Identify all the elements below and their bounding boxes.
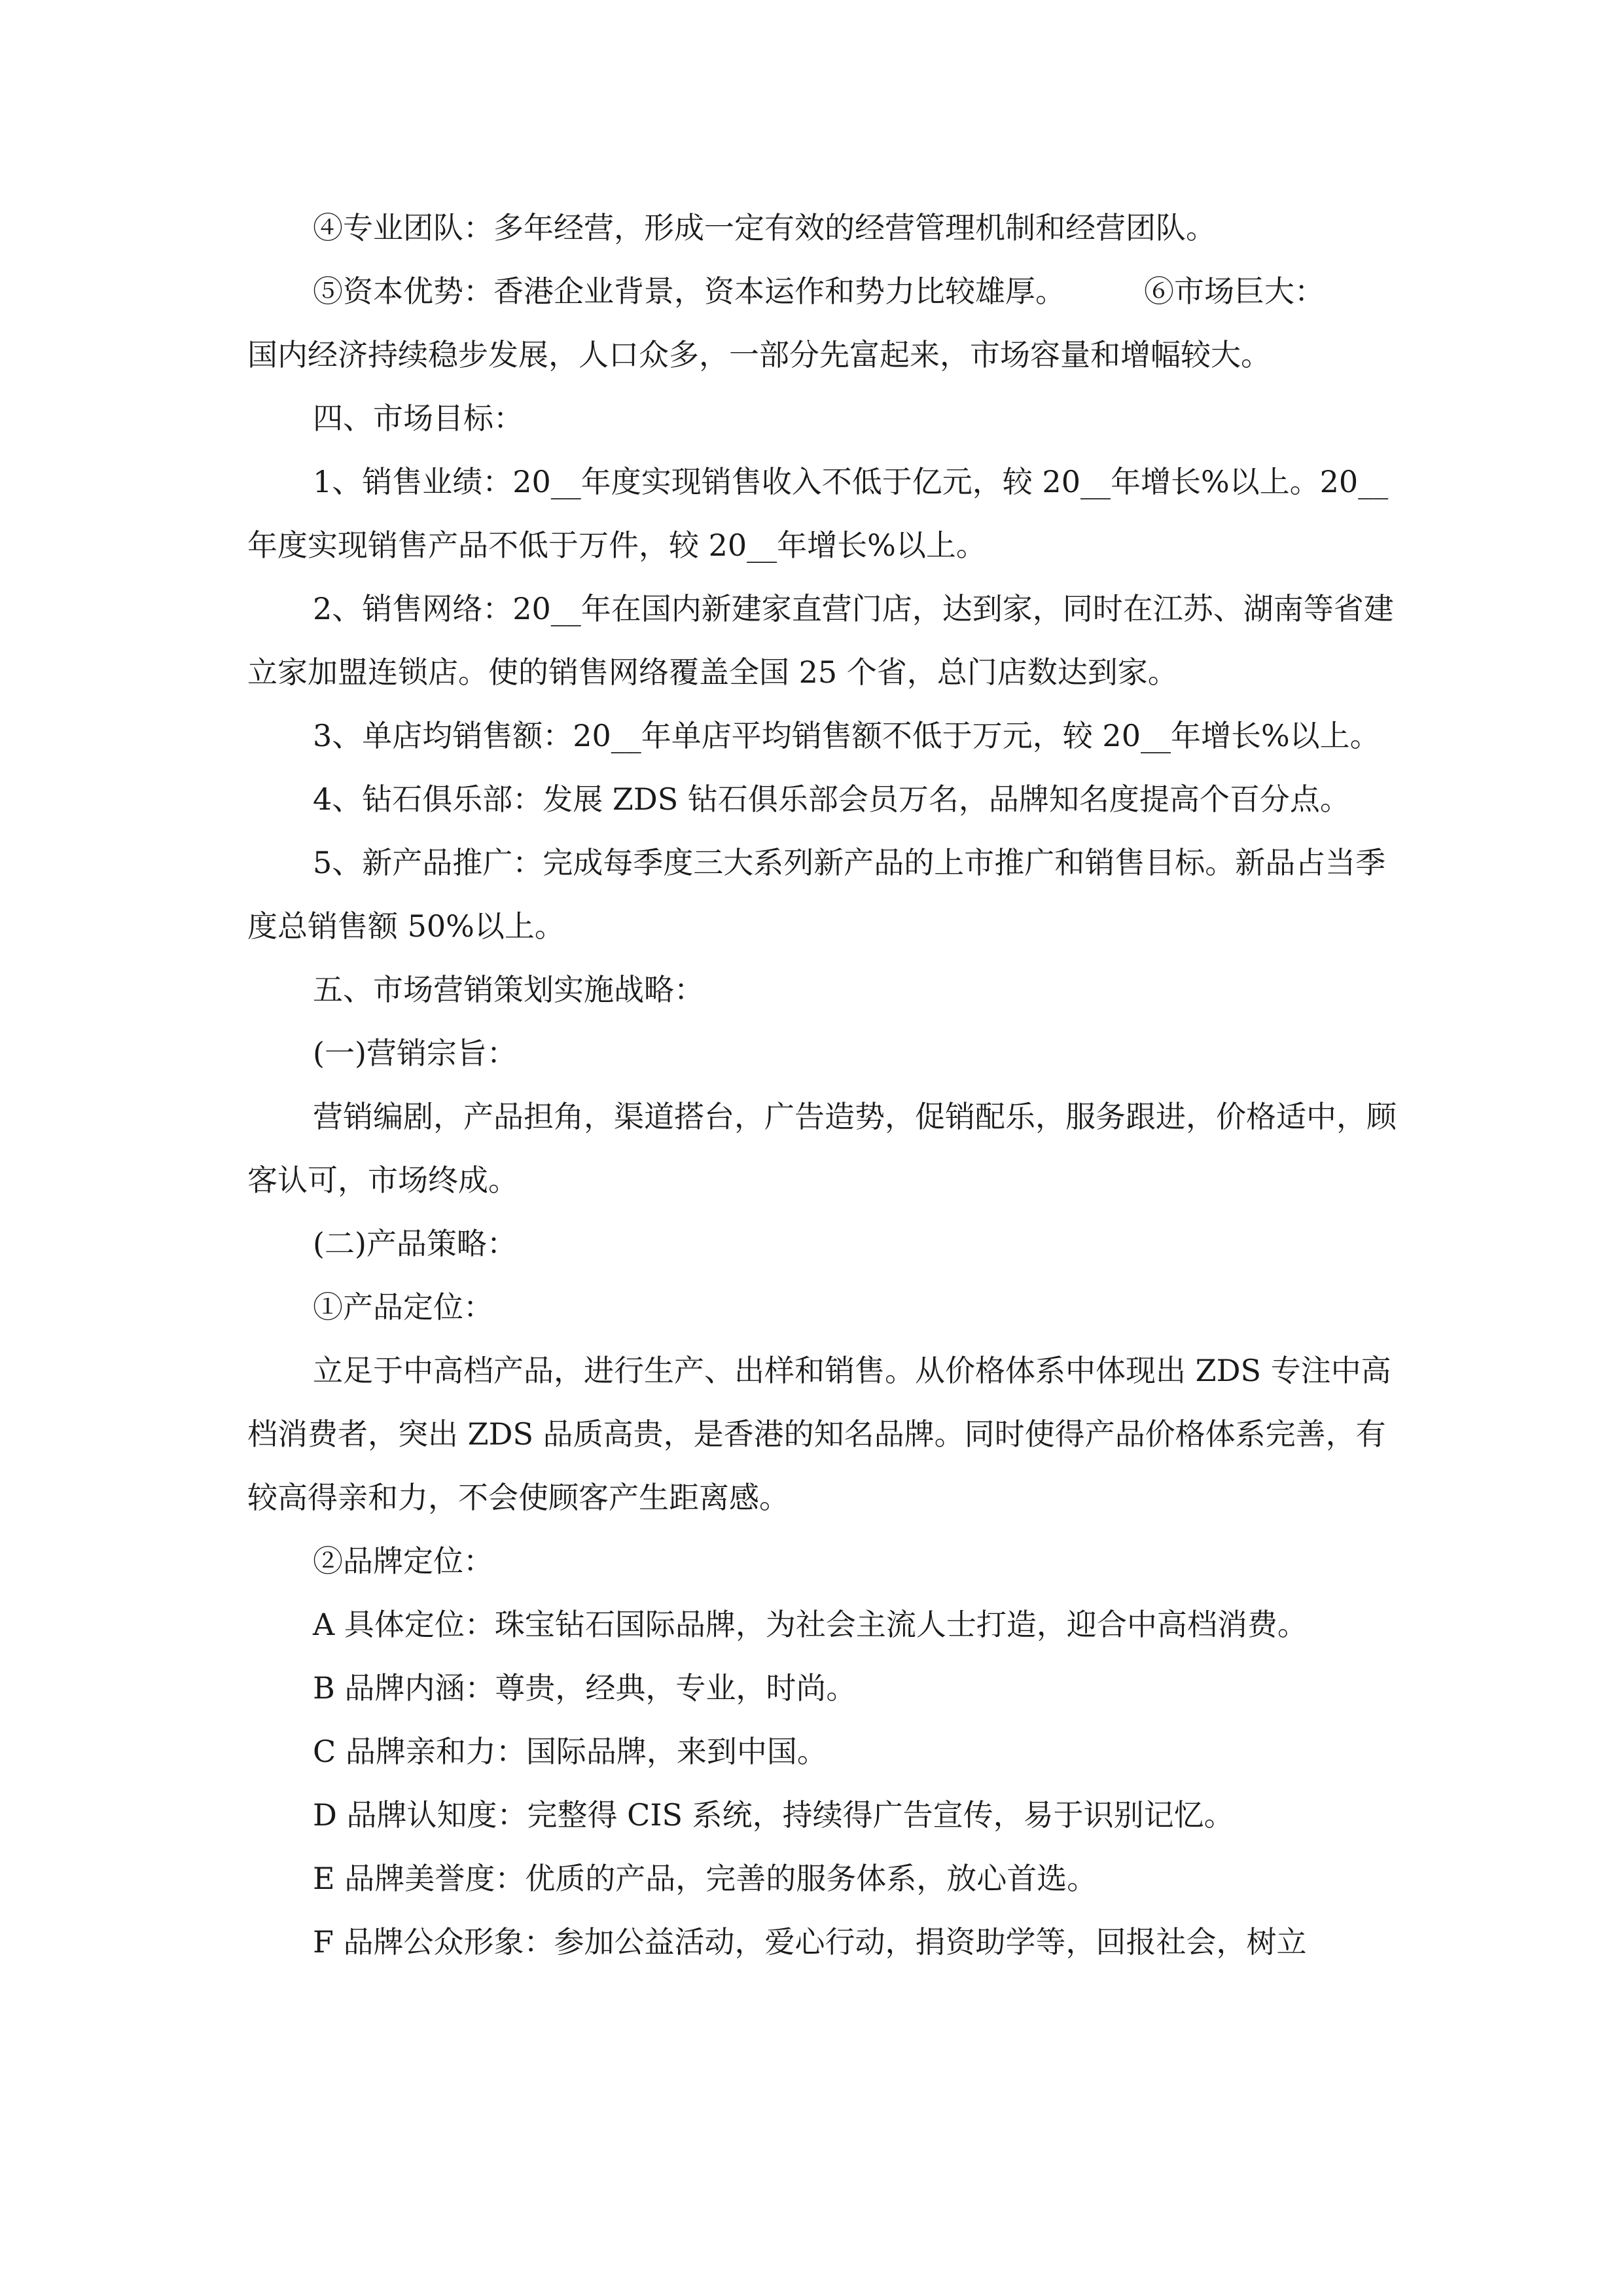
paragraph-diamond-club: 4、钻石俱乐部：发展 ZDS 钻石俱乐部会员万名，品牌知名度提高个百分点。: [313, 781, 1350, 817]
paragraph-sales-performance: 1、销售业绩：20__年度实现销售收入不低于亿元，较 20__年增长%以上。20__年度实现销售产品不低于万件，较 20__年增长%以上。: [247, 464, 1389, 563]
heading-product-strategy: (二)产品策略：: [313, 1226, 517, 1261]
heading-marketing-strategy: 五、市场营销策划实施战略：: [313, 972, 704, 1007]
paragraph-brand-b: B 品牌内涵：尊贵，经典，专业，时尚。: [313, 1670, 857, 1706]
heading-market-goals: 四、市场目标：: [313, 401, 524, 436]
paragraph-brand-c: C 品牌亲和力：国际品牌，来到中国。: [313, 1734, 827, 1769]
paragraph-sales-network: 2、销售网络：20__年在国内新建家直营门店，达到家，同时在江苏、湖南等省建立家加盟连锁店。使的销售网络覆盖全国 25 个省，总门店数达到家。: [247, 591, 1394, 690]
market-size-heading: ⑥市场巨大：: [1144, 274, 1325, 309]
paragraph-market-size: 国内经济持续稳步发展，人口众多，一部分先富起来，市场容量和增幅较大。: [247, 337, 1271, 372]
paragraph-new-product: 5、新产品推广：完成每季度三大系列新产品的上市推广和销售目标。新品占当季度总销售额 50%以上。: [247, 845, 1386, 944]
heading-brand-positioning: ②品牌定位：: [313, 1543, 493, 1579]
paragraph-brand-a: A 具体定位：珠宝钻石国际品牌，为社会主流人士打造，迎合中高档消费。: [313, 1607, 1308, 1642]
heading-marketing-purpose: (一)营销宗旨：: [313, 1035, 517, 1071]
paragraph-professional-team: ④专业团队：多年经营，形成一定有效的经营管理机制和经营团队。: [313, 210, 1216, 245]
paragraph-brand-e: E 品牌美誉度：优质的产品，完善的服务体系，放心首选。: [313, 1861, 1097, 1896]
document-body: [247, 196, 1399, 1974]
paragraph-store-sales: 3、单店均销售额：20__年单店平均销售额不低于万元，较 20__年增长%以上。: [313, 718, 1380, 753]
paragraph-product-positioning: 立足于中高档产品，进行生产、出样和销售。从价格体系中体现出 ZDS 专注中高档消费者，突出 ZDS 品质高贵，是香港的知名品牌。同时使得产品价格体系完善，有较高得亲和力，不会使顾客产生距离感。: [247, 1353, 1391, 1515]
capital-advantage-text: ⑤资本优势：香港企业背景，资本运作和势力比较雄厚。: [313, 274, 1065, 309]
heading-product-positioning: ①产品定位：: [313, 1289, 493, 1325]
paragraph-brand-d: D 品牌认知度：完整得 CIS 系统，持续得广告宣传，易于识别记忆。: [313, 1797, 1234, 1833]
paragraph-brand-f: F 品牌公众形象：参加公益活动，爱心行动，捐资助学等，回报社会，树立: [313, 1924, 1307, 1960]
paragraph-marketing-purpose: 营销编剧，产品担角，渠道搭台，广告造势，促销配乐，服务跟进，价格适中，顾客认可，市场终成。: [247, 1099, 1397, 1198]
paragraph-capital-advantage: [247, 260, 1399, 323]
